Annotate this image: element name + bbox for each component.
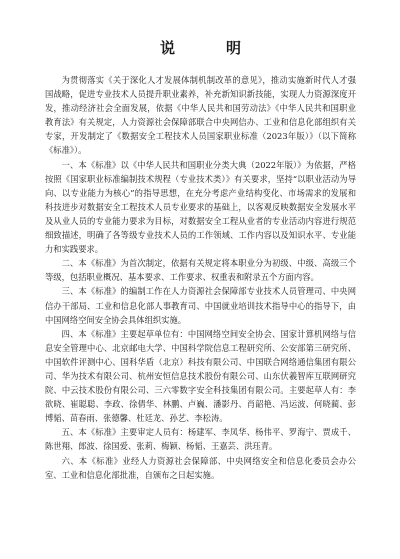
paragraph-3: 三、本《标准》的编制工作在人力资源社会保障部专业技术人员管理司、中央网信办干部局、工业和信息化部人事教育司、中国就业培训技术指导中心的指导下，由中国网络空间安全协会具体组织实施。 [45,286,356,325]
paragraph-2: 二、本《标准》为首次制定，依据有关规定将本职业分为初级、中级、高级三个等级，包括职业概况、基本要求、工作要求、权重表和附录五个方面内容。 [45,258,356,283]
paragraph-6: 六、本《标准》业经人力资源社会保障部、中央网络安全和信息化委员会办公室、工业和信息化部批准，自颁布之日起实施。 [45,455,356,480]
paragraph-4: 四、本《标准》主要起草单位有：中国网络空间安全协会、国家计算机网络与信息安全管理中心、北京邮电大学、中国科学院信息工程研究所、公安部第三研究所、中国软件评测中心、国科华盾（北京）科技有限公司、中国联合网络通信集团有限公司、华为技术有限公司、杭州安恒信息技术股份有限公司、山东伏羲智库互联网研究院、中云技术股份有限公司、三六零数字安全科技集团有限公司。主要起草人有：李欲晓、崔聪聪、李政、徐倩华、林鹏、卢巍、潘影丹、肖韶艳、冯运波、何晓蔺、彭博韬、苗春雨、张德馨、杜廷龙、孙艺、李松涛。 [45,328,356,424]
paragraph-5: 五、本《标准》主要审定人员有：杨建军、李凤华、杨伟平、罗海宁、贾成千、陈世翔、郎波、徐国爱、张莉、梅颖、杨韬、王嘉芸、洪珏青。 [45,427,356,452]
paragraph-intro: 为贯彻落实《关于深化人才发展体制机制改革的意见》，推动实施新时代人才强国战略，促进专业技术人员提升职业素养，补充新知识新技能，实现人力资源深度开发，推动经济社会全面发展，依据《中华人民共和国劳动法》《中华人民共和国职业教育法》有关规定，人力资源社会保障部联合中央网信办、工业和信息化部组织有关专家，开发制定了《数据安全工程技术人员国家职业标准（2023年版）》（以下简称《标准》）。 [45,75,356,156]
paragraph-1: 一、本《标准》以《中华人民共和国职业分类大典（2022年版）》为依据，严格按照《国家职业标准编制技术规程（专业技术类）》有关要求，坚持“以职业活动为导向、以专业能力为核心”的指导思想，在充分考虑产业结构变化、市场需求的发展和科技进步对数据安全工程技术人员专业要求的基础上，以客观反映数据安全发展水平及从业人员的专业能力要求为目标，对数据安全工程从业者的专业活动内容进行规范细致描述，明确了各等级专业技术人员的工作领域、工作内容以及知识水平、专业能力和实践要求。 [45,159,356,255]
document-title: 说 明 [159,39,259,57]
